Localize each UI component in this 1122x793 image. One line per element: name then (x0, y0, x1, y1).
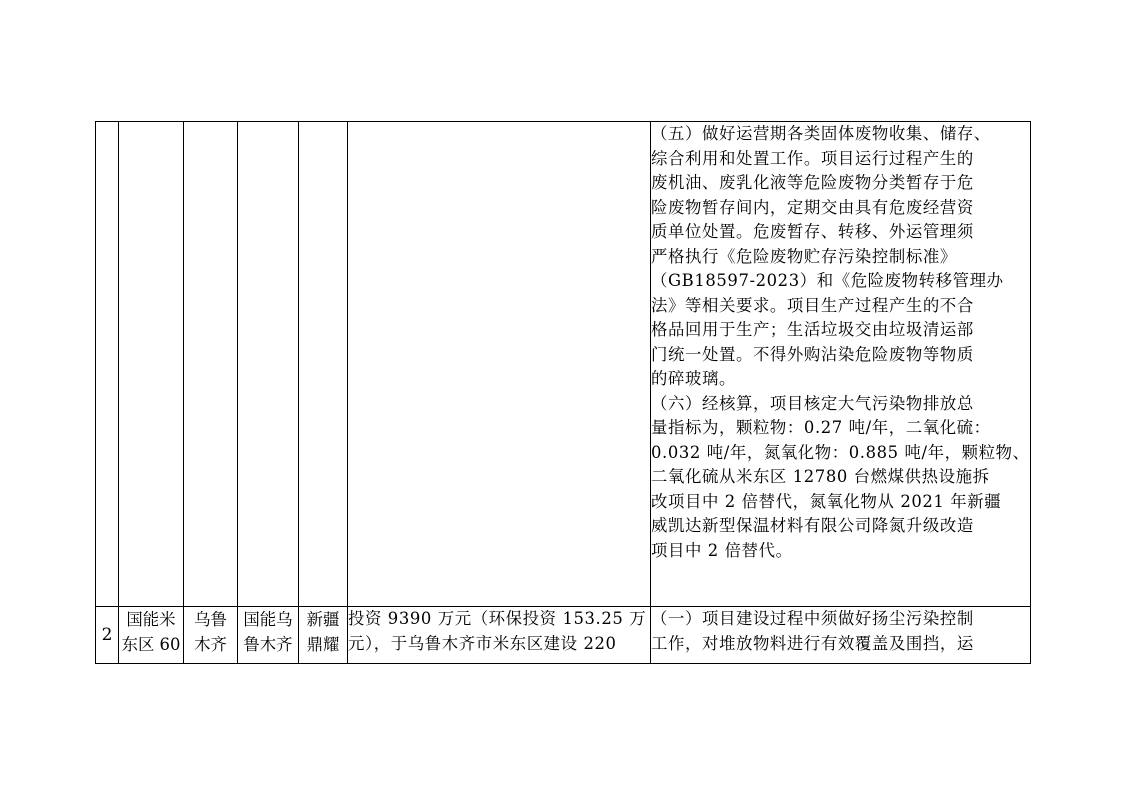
measures-line: （五）做好运营期各类固体废物收集、储存、 (651, 124, 991, 143)
row1-number-cell (96, 122, 119, 607)
measures-line: （GB18597-2023）和《危险废物转移管理办 (651, 271, 1004, 290)
measures-line: 改项目中 2 倍替代，氮氧化物从 2021 年新疆 (651, 491, 1002, 511)
measures-line: （六）经核算，项目核定大气污染物排放总 (651, 393, 974, 413)
measures-line: 门统一处置。不得外购沾染危险废物等物质 (651, 344, 974, 364)
content-line: 元），于乌鲁木齐市米东区建设 220 (348, 633, 617, 653)
row2-location-cell (184, 607, 238, 664)
measures-line: （一）项目建设过程中须做好扬尘污染控制 (651, 609, 974, 628)
table-row (96, 607, 1031, 664)
row-number: 2 (101, 625, 113, 645)
approval-table (95, 121, 1031, 664)
row2-eia-unit-cell (299, 607, 348, 664)
row2-number-cell (96, 607, 119, 664)
row1-measures-cell (651, 122, 1031, 607)
measures-line: 法》等相关要求。项目生产过程产生的不合 (651, 295, 974, 315)
row2-content-cell (348, 607, 651, 664)
row1-eia-unit-cell (299, 122, 348, 607)
measures-line: 废机油、废乳化液等危险废物分类暂存于危 (651, 173, 974, 192)
eia-unit-line: 新疆 (306, 610, 340, 629)
measures-line: 工作，对堆放物料进行有效覆盖及围挡，运 (651, 633, 974, 653)
measures-line: 的碎玻璃。 (651, 369, 736, 388)
row1-project-cell (119, 122, 184, 607)
content-line: 投资 9390 万元（环保投资 153.25 万 (348, 609, 647, 628)
row1-company-cell (238, 122, 299, 607)
table-row (96, 122, 1031, 607)
project-name-line: 东区 60 (121, 635, 181, 654)
measures-line: 严格执行《危险废物贮存污染控制标准》 (651, 246, 957, 266)
company-line: 国能乌 (243, 610, 293, 629)
measures-line: 质单位处置。危废暂存、转移、外运管理须 (651, 222, 974, 241)
row2-project-cell (119, 607, 184, 664)
measures-line: 量指标为，颗粒物：0.27 吨/年，二氧化硫： (651, 418, 991, 437)
measures-line: 二氧化硫从米东区 12780 台燃煤供热设施拆 (651, 467, 990, 486)
row2-company-cell (238, 607, 299, 664)
measures-line: 险废物暂存间内，定期交由具有危废经营资 (651, 197, 974, 217)
measures-line: 0.032 吨/年，氮氧化物：0.885 吨/年，颗粒物、 (651, 442, 1030, 462)
location-line: 木齐 (194, 635, 227, 654)
measures-line: 综合利用和处置工作。项目运行过程产生的 (651, 148, 974, 168)
row1-location-cell (184, 122, 238, 607)
eia-unit-line: 鼎耀 (306, 635, 340, 654)
measures-line: 格品回用于生产；生活垃圾交由垃圾清运部 (651, 320, 974, 339)
company-line: 鲁木齐 (243, 635, 293, 654)
row1-content-cell (348, 122, 651, 607)
measures-line: 威凯达新型保温材料有限公司降氮升级改造 (651, 516, 974, 535)
location-line: 乌鲁 (194, 610, 227, 629)
row2-measures-cell (651, 607, 1031, 664)
measures-line: 项目中 2 倍替代。 (651, 540, 793, 560)
project-name-line: 国能米 (126, 610, 176, 629)
